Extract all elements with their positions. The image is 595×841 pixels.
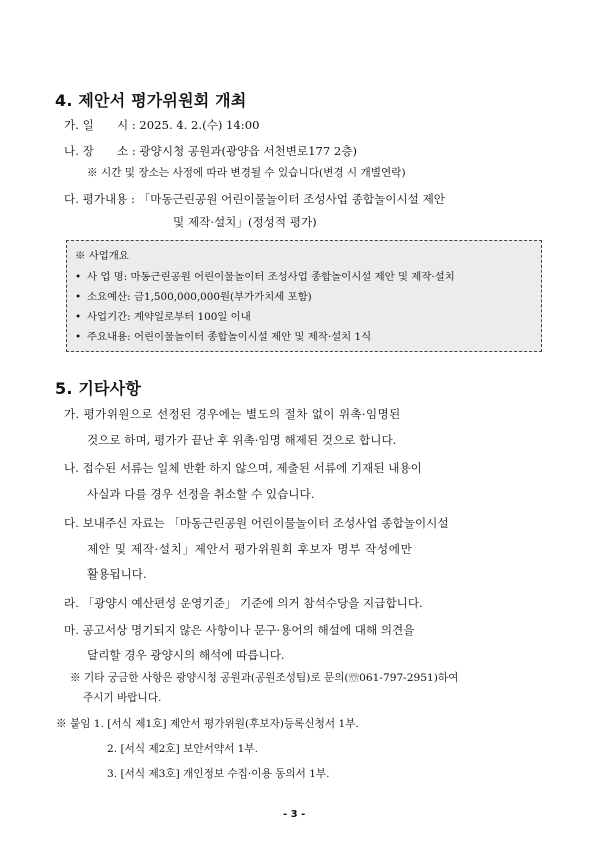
item-ga-line-2: 것으로 하며, 평가가 끝난 후 위촉·임명 해제된 것으로 합니다. (87, 433, 397, 447)
meeting-date: 가. 일 시 : 2025. 4. 2.(수) 14:00 (64, 118, 260, 132)
page-number: - 3 - (283, 809, 306, 820)
item-ga-line-1: 가. 평가위원으로 선정된 경우에는 별도의 절차 없이 위촉·임명된 (64, 407, 401, 421)
item-na-line-2: 사실과 다를 경우 선정을 취소할 수 있습니다. (87, 487, 315, 501)
contact-note-line-2: 주시기 바랍니다. (83, 692, 162, 704)
section-5-title: 5. 기타사항 (55, 379, 142, 398)
item-ra-line-1: 라. 「광양시 예산편성 운영기준」 기준에 의거 참석수당을 지급합니다. (64, 596, 423, 610)
section-4-title: 4. 제안서 평가위원회 개최 (55, 91, 247, 110)
item-da-line-1: 다. 보내주신 자료는 「마동근린공원 어린이물놀이터 조성사업 종합놀이시설 (64, 516, 449, 530)
attachment-line-3: 3. [서식 제3호] 개인정보 수집·이용 동의서 1부. (107, 768, 330, 780)
project-overview-box (66, 240, 542, 352)
overview-item: • 주요내용: 어린이물놀이터 종합놀이시설 제안 및 제작·설치 1식 (75, 331, 372, 343)
overview-item: • 소요예산: 금1,500,000,000원(부가가치세 포함) (75, 291, 312, 303)
overview-item: • 사업기간: 계약일로부터 100일 이내 (75, 311, 251, 323)
item-da-line-3: 활용됩니다. (87, 567, 147, 581)
bullet-icon: • (75, 331, 82, 343)
bullet-icon: • (75, 291, 82, 303)
item-ma-line-1: 마. 공고서상 명기되지 않은 사항이나 문구·용어의 해설에 대해 의견을 (64, 623, 415, 637)
overview-title: ※ 사업개요 (75, 250, 129, 262)
overview-item: • 사 업 명: 마동근린공원 어린이물놀이터 조성사업 종합놀이시설 제안 및 제작·설치 (75, 271, 455, 283)
item-na-line-1: 나. 접수된 서류는 일체 반환 하지 않으며, 제출된 서류에 기재된 내용이 (64, 461, 422, 475)
bullet-icon: • (75, 271, 82, 283)
item-ma-line-2: 달리할 경우 광양시의 해석에 따릅니다. (87, 648, 285, 662)
attachment-line-2: 2. [서식 제2호] 보안서약서 1부. (107, 743, 259, 755)
item-da-line-2: 제안 및 제작·설치」제안서 평가위원회 후보자 명부 작성에만 (87, 542, 413, 556)
meeting-place: 나. 장 소 : 광양시청 공원과(광양읍 서천변로177 2층) (64, 144, 358, 158)
schedule-change-note: ※ 시간 및 장소는 사정에 따라 변경될 수 있습니다(변경 시 개별연락) (87, 167, 406, 179)
evaluation-content-line-1: 다. 평가내용 : 「마동근린공원 어린이물놀이터 조성사업 종합놀이시설 제안 (64, 192, 445, 206)
attachment-line-1: ※ 붙임 1. [서식 제1호] 제안서 평가위원(후보자)등록신청서 1부. (56, 718, 359, 730)
contact-note-line-1: ※ 기타 궁금한 사항은 광양시청 공원과(공원조성팀)로 문의(☏061-797-2951)하여 (70, 672, 459, 684)
bullet-icon: • (75, 311, 82, 323)
evaluation-content-line-2: 및 제작·설치」(정성적 평가) (173, 215, 317, 229)
